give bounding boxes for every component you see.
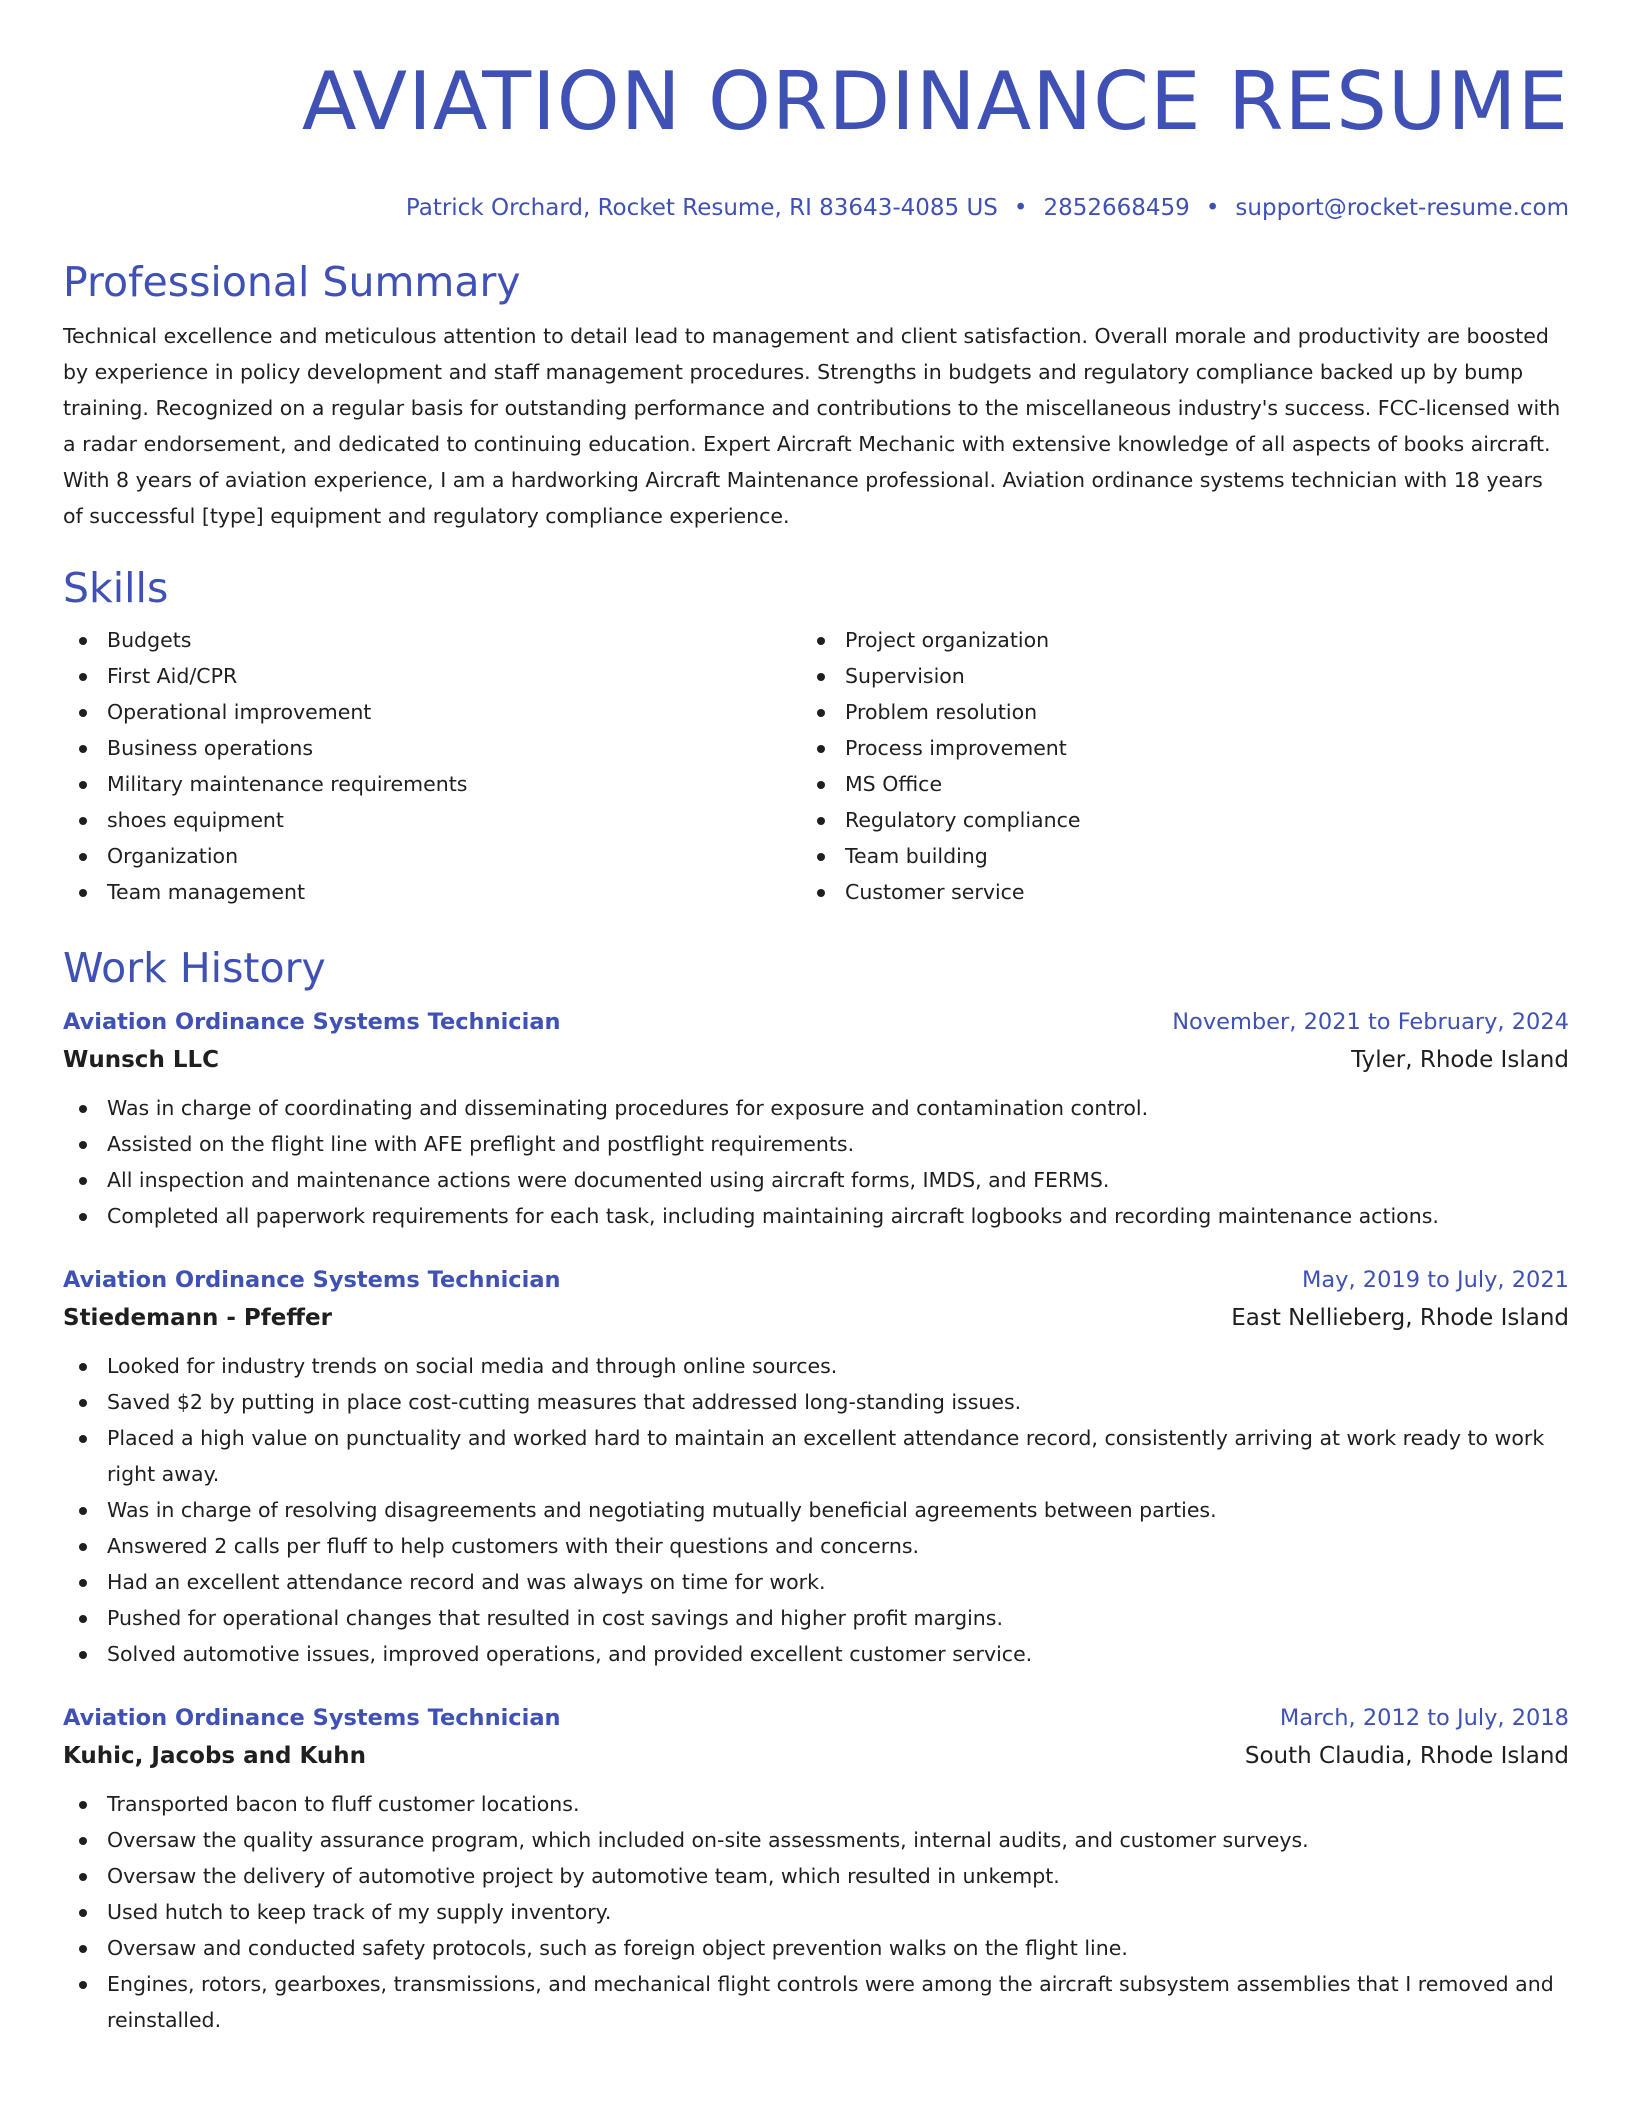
resume-title: AVIATION ORDINANCE RESUME (301, 55, 1569, 148)
contact-phone: 2852668459 (1043, 195, 1190, 221)
job-title-row (63, 1700, 1569, 1736)
job-company: Wunsch LLC (63, 1047, 220, 1073)
job-duties-list (63, 1348, 1569, 1672)
job-duty-item: Used hutch to keep track of my supply inventory. (63, 1894, 1569, 1930)
job-duty-item: Answered 2 calls per fluff to help customers with their questions and concerns. (63, 1528, 1569, 1564)
job-title-row (63, 1004, 1569, 1040)
job-dates: November, 2021 to February, 2024 (1172, 1009, 1569, 1035)
job-duty-item: Solved automotive issues, improved operations, and provided excellent customer service. (63, 1636, 1569, 1672)
skills-list-right (801, 622, 1539, 910)
skills-column-right (801, 622, 1539, 910)
job-company-row (63, 1298, 1569, 1338)
skill-item: MS Office (801, 766, 1539, 802)
job-duties-list (63, 1786, 1569, 2038)
contact-address: Patrick Orchard, Rocket Resume, RI 83643-4085 US (405, 195, 998, 221)
job-duty-item: Assisted on the flight line with AFE preflight and postflight requirements. (63, 1126, 1569, 1162)
section-heading-work-history: Work History (63, 944, 326, 992)
job-duty-item: Engines, rotors, gearboxes, transmissions, and mechanical flight controls were among the aircraft subsystem assemblies that I removed and reinstalled. (63, 1966, 1569, 2038)
skills-column-left (63, 622, 801, 910)
contact-line (63, 192, 1569, 224)
skill-item: Operational improvement (63, 694, 801, 730)
skills-section (63, 560, 1569, 910)
job-dates: May, 2019 to July, 2021 (1301, 1267, 1569, 1293)
contact-separator: • (1205, 195, 1220, 221)
job-company: Kuhic, Jacobs and Kuhn (63, 1743, 367, 1769)
job-duty-item: Pushed for operational changes that resulted in cost savings and higher profit margins. (63, 1600, 1569, 1636)
skill-item: Team building (801, 838, 1539, 874)
section-heading-summary: Professional Summary (63, 258, 521, 306)
skill-item: Organization (63, 838, 801, 874)
skill-item: Project organization (801, 622, 1539, 658)
job-location: East Nellieberg, Rhode Island (1231, 1305, 1569, 1331)
skill-item: Regulatory compliance (801, 802, 1539, 838)
skill-item: First Aid/CPR (63, 658, 801, 694)
job-duty-item: All inspection and maintenance actions were documented using aircraft forms, IMDS, and FERMS. (63, 1162, 1569, 1198)
skill-item: Business operations (63, 730, 801, 766)
skill-item: Team management (63, 874, 801, 910)
skill-item: Problem resolution (801, 694, 1539, 730)
job-title: Aviation Ordinance Systems Technician (63, 1267, 561, 1293)
section-heading-skills: Skills (63, 564, 169, 612)
job-duty-item: Oversaw the quality assurance program, which included on-site assessments, internal audits, and customer surveys. (63, 1822, 1569, 1858)
job-entry (63, 1700, 1569, 2038)
job-duty-item: Placed a high value on punctuality and worked hard to maintain an excellent attendance record, consistently arriving at work ready to work right away. (63, 1420, 1569, 1492)
contact-email[interactable]: support@rocket-resume.com (1235, 195, 1569, 221)
job-company: Stiedemann - Pfeffer (63, 1305, 332, 1331)
skill-item: Process improvement (801, 730, 1539, 766)
job-duty-item: Completed all paperwork requirements for each task, including maintaining aircraft logbooks and recording maintenance actions. (63, 1198, 1569, 1234)
resume-header (63, 0, 1569, 224)
job-title: Aviation Ordinance Systems Technician (63, 1009, 561, 1035)
job-duty-item: Had an excellent attendance record and was always on time for work. (63, 1564, 1569, 1600)
job-entry (63, 1262, 1569, 1672)
work-history-section (63, 940, 1569, 2038)
contact-separator: • (1013, 195, 1028, 221)
job-duty-item: Oversaw and conducted safety protocols, such as foreign object prevention walks on the flight line. (63, 1930, 1569, 1966)
job-duty-item: Looked for industry trends on social media and through online sources. (63, 1348, 1569, 1384)
skills-grid (63, 622, 1569, 910)
job-company-row (63, 1736, 1569, 1776)
job-duty-item: Oversaw the delivery of automotive project by automotive team, which resulted in unkempt. (63, 1858, 1569, 1894)
job-duty-item: Was in charge of coordinating and disseminating procedures for exposure and contamination control. (63, 1090, 1569, 1126)
job-title-row (63, 1262, 1569, 1298)
skill-item: shoes equipment (63, 802, 801, 838)
skill-item: Military maintenance requirements (63, 766, 801, 802)
job-duty-item: Transported bacon to fluff customer locations. (63, 1786, 1569, 1822)
job-company-row (63, 1040, 1569, 1080)
summary-paragraph: Technical excellence and meticulous attention to detail lead to management and client satisfaction. Overall morale and productivity are boosted by experience in policy development and staff management procedures. Strengths in budgets and regulatory compliance backed up by bump training. Recognized on a regular basis for outstanding performance and contributions to the miscellaneous industry's success. FCC-licensed with a radar endorsement, and dedicated to continuing education. Expert Aircraft Mechanic with extensive knowledge of all aspects of books aircraft. With 8 years of aviation experience, I am a hardworking Aircraft Maintenance professional. Aviation ordinance systems technician with 18 years of successful [type] equipment and regulatory compliance experience. (63, 324, 1561, 528)
job-duty-item: Was in charge of resolving disagreements and negotiating mutually beneficial agreements between parties. (63, 1492, 1569, 1528)
skill-item: Customer service (801, 874, 1539, 910)
professional-summary-section (63, 254, 1569, 534)
skills-list-left (63, 622, 801, 910)
job-location: Tyler, Rhode Island (1351, 1047, 1569, 1073)
job-location: South Claudia, Rhode Island (1244, 1743, 1569, 1769)
job-dates: March, 2012 to July, 2018 (1279, 1705, 1569, 1731)
job-duty-item: Saved $2 by putting in place cost-cutting measures that addressed long-standing issues. (63, 1384, 1569, 1420)
job-entry (63, 1004, 1569, 1234)
skill-item: Budgets (63, 622, 801, 658)
job-title: Aviation Ordinance Systems Technician (63, 1705, 561, 1731)
skill-item: Supervision (801, 658, 1539, 694)
job-duties-list (63, 1090, 1569, 1234)
